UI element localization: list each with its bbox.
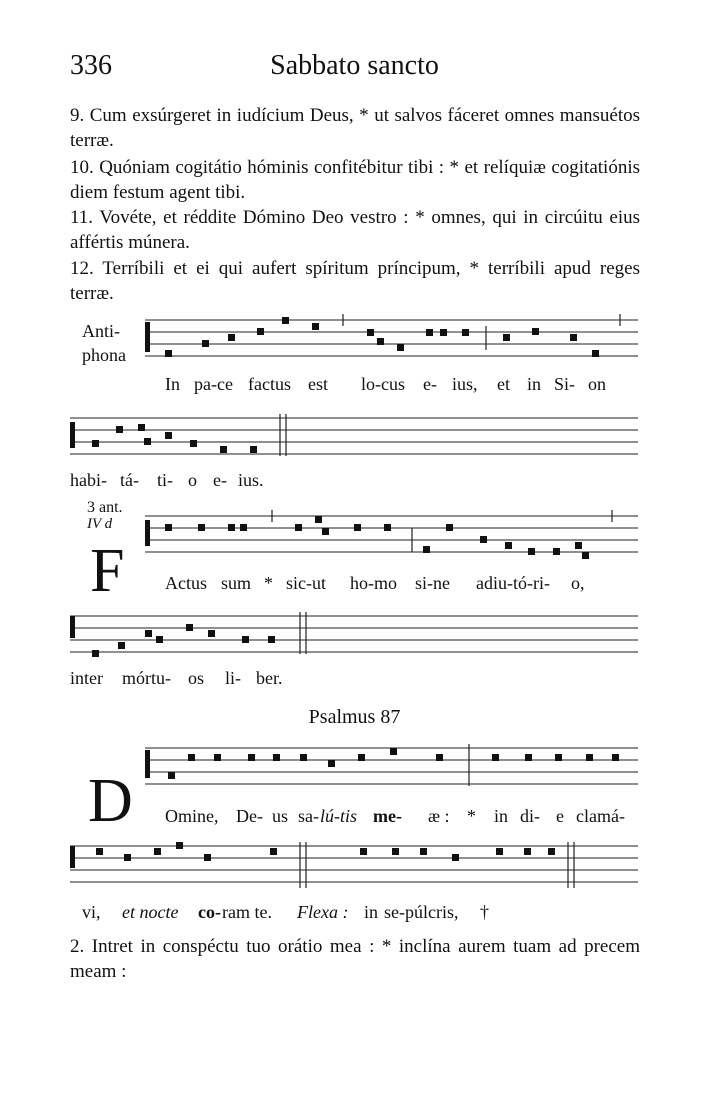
verse-11: [70, 205, 640, 255]
syllable: us: [272, 806, 289, 826]
antiphon-label-2: phona: [82, 345, 126, 365]
syllable: ius,: [452, 374, 478, 394]
syllable: ram te.: [222, 902, 272, 922]
syllable: inter: [70, 668, 103, 688]
syllable: o: [188, 470, 197, 490]
verse-9: [70, 103, 640, 153]
syllable: adiu-tó-ri-: [476, 573, 550, 593]
verse-12-text: 12. Terríbili et ei qui aufert spíritum príncipum, * terríbili apud reges terræ.: [70, 258, 640, 304]
syllable: De-: [236, 806, 263, 826]
antiphon2-initial: F: [90, 537, 125, 605]
staff-antiphon1-line1: [0, 312, 709, 362]
syllable: si-ne: [415, 573, 450, 593]
syllable: os: [188, 668, 205, 688]
syllable: factus: [248, 374, 291, 394]
syllable: on: [588, 374, 606, 394]
syllable: me-: [373, 806, 402, 826]
syllable: in: [494, 806, 509, 826]
staff-antiphon1-line2: [0, 410, 709, 460]
syllable: est: [308, 374, 328, 394]
syllable: mórtu-: [122, 668, 171, 688]
syllable: ho-mo: [350, 573, 397, 593]
running-title: Sabbato sancto: [270, 50, 439, 81]
verse-11-text: 11. Vovéte, et réddite Dómino Deo vestro : * omnes, qui in circúitu eius affértis múnera.: [70, 207, 640, 253]
syllable: e-: [423, 374, 437, 394]
verse-10-text: 10. Quóniam cogitátio hóminis confitébitur tibi : * et relíquiæ cogitatiónis diem festum agent tibi.: [70, 157, 640, 203]
syllable: e: [556, 806, 564, 826]
syllable: sum: [221, 573, 252, 593]
syllable: tá-: [120, 470, 139, 490]
syllable: ti-: [157, 470, 173, 490]
syllable: Omine,: [165, 806, 219, 826]
staff-antiphon2-line1: [0, 508, 709, 564]
verse-2-text: 2. Intret in conspéctu tuo orátio mea : * inclína aurem tuam ad precem meam :: [70, 936, 640, 982]
syllable: Actus: [165, 573, 207, 593]
psalm-heading: Psalmus 87: [308, 706, 401, 728]
syllable: clamá-: [576, 806, 625, 826]
psalm-initial: D: [88, 767, 133, 835]
antiphon2-number: 3 ant.: [87, 499, 123, 516]
verse-12: [70, 256, 640, 306]
syllable: In: [165, 374, 180, 394]
syllable: et: [497, 374, 510, 394]
syllable: sic-ut: [286, 573, 326, 593]
staff-psalm-line1: [0, 740, 709, 790]
syllable: lú-tis: [320, 806, 358, 826]
antiphon2-mode: IV d: [87, 516, 113, 532]
syllable: vi,: [82, 902, 101, 922]
syllable: sa-: [298, 806, 319, 826]
syllable: ber.: [256, 668, 283, 688]
syllable: habi-: [70, 470, 107, 490]
syllable: di-: [520, 806, 540, 826]
syllable: lo-cus: [361, 374, 405, 394]
syllable: et nocte: [122, 902, 179, 922]
page-number: 336: [70, 50, 112, 81]
syllable: †: [480, 902, 489, 922]
staff-antiphon2-line2: [0, 608, 709, 658]
verse-2: [70, 934, 640, 984]
verse-10: [70, 155, 640, 205]
syllable: e-: [213, 470, 227, 490]
syllable: æ :: [428, 806, 450, 826]
syllable: co-: [198, 902, 221, 922]
verse-9-text: 9. Cum exsúrgeret in iudícium Deus, * ut salvos fáceret omnes mansuétos terræ.: [70, 105, 640, 151]
syllable: pa-ce: [194, 374, 233, 394]
staff-psalm-line2: [0, 838, 709, 892]
antiphon-label-1: Anti-: [82, 321, 120, 341]
syllable: in: [364, 902, 379, 922]
syllable: *: [264, 573, 273, 593]
syllable: se-púlcris,: [384, 902, 459, 922]
syllable: o,: [571, 573, 585, 593]
syllable: *: [467, 806, 476, 826]
syllable: in: [527, 374, 542, 394]
syllable: ius.: [238, 470, 264, 490]
syllable: li-: [225, 668, 241, 688]
syllable: Si-: [554, 374, 576, 394]
syllable: Flexa :: [297, 902, 349, 922]
